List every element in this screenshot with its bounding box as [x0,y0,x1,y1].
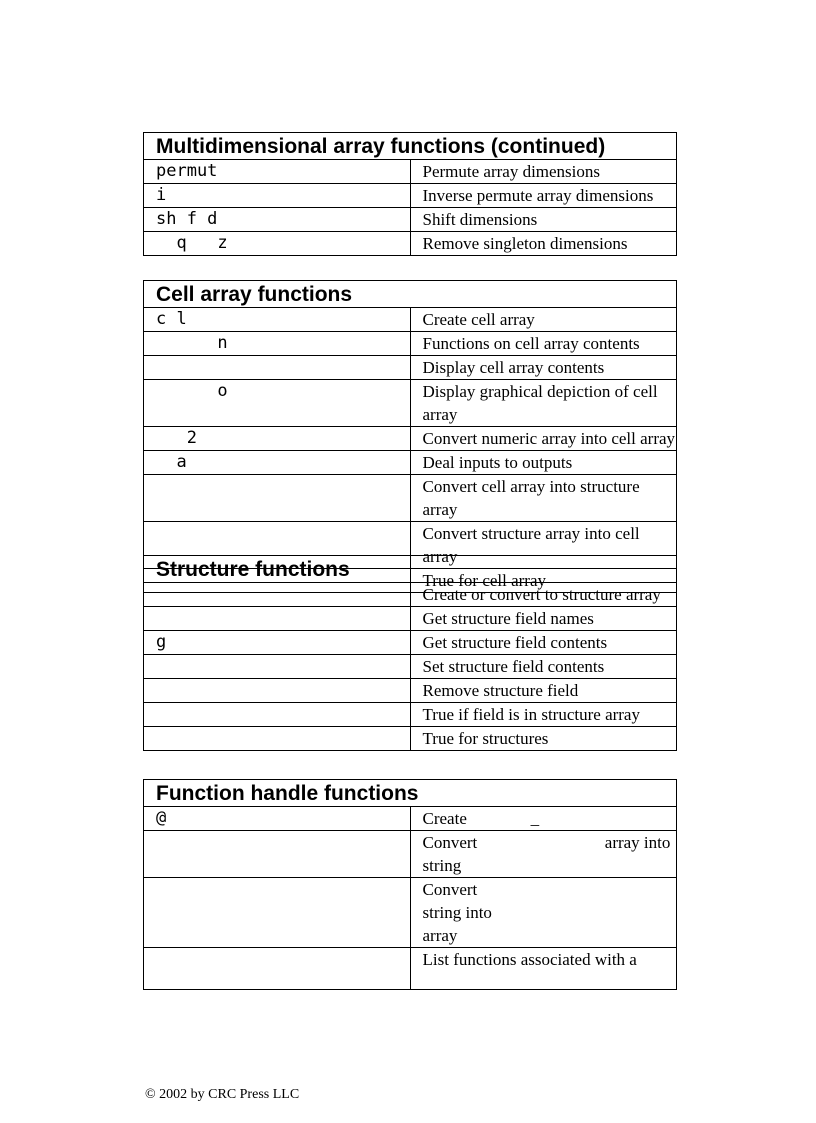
structure-functions-table [143,555,677,751]
function-name: q z [144,232,411,256]
function-name: i [144,184,411,208]
table-row [144,948,677,990]
function-description: Display cell array contents [410,356,677,380]
function-description: List functions associated with a [410,948,677,990]
table-title: Cell array functions [144,281,677,308]
table-row [144,583,677,607]
function-name: a [144,451,411,475]
function-description: Convert cell array into structure array [410,475,677,522]
function-description: Inverse permute array dimensions [410,184,677,208]
table-row [144,655,677,679]
table-row [144,807,677,831]
function-description: Convert array into string [410,831,677,878]
table-title: Function handle functions [144,780,677,807]
table-row [144,380,677,427]
function-description: Convert string into array [410,878,677,948]
table-row [144,451,677,475]
function-handle-table [143,779,677,990]
function-name: permut [144,160,411,184]
table-row [144,607,677,631]
table-row [144,703,677,727]
function-name: @ [144,807,411,831]
function-name: o [144,380,411,427]
function-description: Create cell array [410,308,677,332]
function-name: c l [144,308,411,332]
table-row [144,427,677,451]
table-title: Structure functions [144,556,677,583]
function-name: n [144,332,411,356]
function-name [144,356,411,380]
function-name [144,703,411,727]
function-name [144,831,411,878]
function-description: Convert numeric array into cell array [410,427,677,451]
function-description: True if field is in structure array [410,703,677,727]
table-row [144,831,677,878]
table-row [144,727,677,751]
function-description: Remove singleton dimensions [410,232,677,256]
function-description: Deal inputs to outputs [410,451,677,475]
table-row [144,184,677,208]
function-description: Get structure field contents [410,631,677,655]
function-description: Functions on cell array contents [410,332,677,356]
table-row [144,679,677,703]
table-row [144,160,677,184]
function-name [144,679,411,703]
table-title: Multidimensional array functions (continued) [144,133,677,160]
function-description: Create _ [410,807,677,831]
function-name: g [144,631,411,655]
function-description: Convert structure array into cell array [410,522,677,569]
function-description: Remove structure field [410,679,677,703]
copyright-footer: © 2002 by CRC Press LLC [145,1087,300,1102]
multidimensional-array-table [143,132,677,256]
table-row [144,878,677,948]
function-description: Create or convert to structure array [410,583,677,607]
function-description: True for structures [410,727,677,751]
table-row [144,208,677,232]
function-name [144,727,411,751]
function-name: sh f d [144,208,411,232]
function-name [144,583,411,607]
table-row [144,475,677,522]
function-description: True for cell array [410,569,677,593]
function-name: 2 [144,427,411,451]
function-name [144,948,411,990]
function-name [144,655,411,679]
function-name [144,475,411,522]
table-row [144,308,677,332]
function-description: Shift dimensions [410,208,677,232]
function-name [144,878,411,948]
function-description: Get structure field names [410,607,677,631]
table-row [144,232,677,256]
function-description: Display graphical depiction of cell array [410,380,677,427]
table-row [144,356,677,380]
function-description: Permute array dimensions [410,160,677,184]
table-row [144,631,677,655]
table-row [144,332,677,356]
cell-array-table [143,280,677,593]
function-name [144,607,411,631]
function-description: Set structure field contents [410,655,677,679]
